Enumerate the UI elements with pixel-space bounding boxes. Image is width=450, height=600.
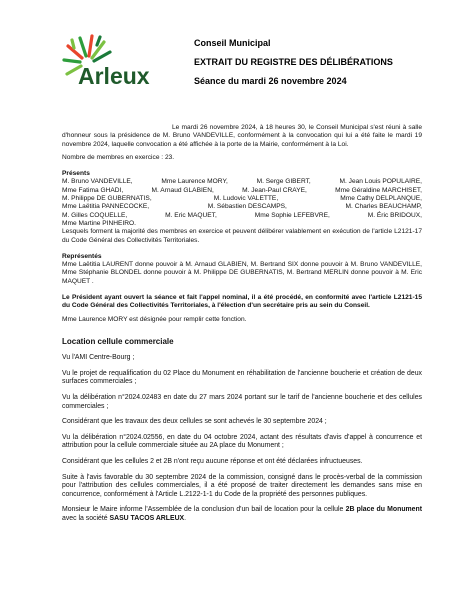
secretary-text: Mme Laurence MORY est désignée pour remplir cette fonction. bbox=[62, 315, 247, 323]
member-name: M. Sébastien DESCAMPS, bbox=[207, 203, 287, 211]
member-name: Mme Sophie LEFEBVRE, bbox=[254, 211, 330, 219]
section-title: Location cellule commerciale bbox=[62, 336, 174, 346]
logo-burst-icon bbox=[62, 34, 172, 94]
paragraph: Vu l'AMI Centre-Bourg ; bbox=[62, 354, 135, 362]
represented-text: Mme Laëtitia LAURENT donne pouvoir à M. Arnaud GLABIEN, M. Bertrand SIX donne pouvoir à M. Bruno VANDEVILLE, Mme Stéphanie BLONDEL donne pouvoir à M. Philippe DE GUBERNATIS, M. Bertrand MERLIN donne pouvoir à M. Eric MAQUET . bbox=[62, 261, 422, 285]
member-name: M. Arnaud GLABIEN, bbox=[151, 186, 214, 194]
paragraph: Vu le projet de requalification du 02 Place du Monument en réhabilitation de l'ancienne boucherie et création de deux surfaces commerciales ; bbox=[62, 369, 422, 386]
arleux-logo bbox=[62, 34, 172, 94]
member-name: M. Charles BEAUCHAMP, bbox=[345, 203, 422, 211]
presents-row bbox=[62, 203, 422, 211]
member-name: Mme Géraldine MARCHISET, bbox=[335, 186, 422, 194]
header-title: Conseil Municipal bbox=[194, 38, 271, 48]
member-name: M. Ludovic VALETTE, bbox=[213, 195, 279, 203]
member-name: M. Bruno VANDEVILLE, bbox=[62, 178, 133, 186]
logo-text: Arleux bbox=[78, 63, 150, 89]
presents-row bbox=[62, 212, 422, 220]
member-name: M. Jean-Paul CRAYE, bbox=[242, 186, 307, 194]
paragraph: Suite à l'avis favorable du 30 septembre 2024 de la commission, consigné dans le procès-verbal de la commission pour l'attribution des cellules commerciales, il a été proposé de traiter directement les demandes sans mise en concurrence, conformément à l'Article L.2122-1-1 du Code de la propriété des personnes publiques. bbox=[62, 473, 422, 498]
document-body bbox=[62, 124, 422, 531]
member-name: M. Philippe DE GUBERNATIS, bbox=[62, 195, 152, 203]
member-name: M. Gilles COQUELLE, bbox=[62, 211, 128, 219]
presents-list bbox=[62, 178, 422, 228]
header-subtitle: EXTRAIT DU REGISTRE DES DÉLIBÉRATIONS bbox=[194, 57, 393, 67]
member-name: M. Jean Louis POPULAIRE, bbox=[339, 178, 422, 186]
presents-row bbox=[62, 187, 422, 195]
paragraph: Vu la délibération n°2024.02556, en date du 04 octobre 2024, actant des résultats d'avis d'appel à concurrence et attribution pour la cellule commerciale située au 2A place du Monument ; bbox=[62, 433, 422, 450]
paragraph: Considérant que les travaux des deux cellules se sont achevés le 30 septembre 2024 ; bbox=[62, 418, 327, 426]
member-name: Mme Cathy DELPLANQUE, bbox=[340, 195, 422, 203]
member-name: Mme Martine PINHEIRO. bbox=[62, 219, 137, 227]
member-name: Mme Laurence MORY, bbox=[161, 178, 228, 186]
member-name: M. Serge GIBERT, bbox=[256, 178, 311, 186]
paragraph: Considérant que les cellules 2 et 2B n'ont reçu aucune réponse et ont été déclarées infructueuses. bbox=[62, 457, 363, 465]
section-location bbox=[62, 338, 422, 524]
members-count: Nombre de membres en exercice : 23. bbox=[62, 153, 175, 161]
lease-text: . bbox=[184, 514, 187, 522]
lease-text: Monsieur le Maire informe l'Assemblée de la conclusion d'un bail de location pour la cellule bbox=[62, 506, 346, 514]
quorum-text: Lesquels forment la majorité des membres en exercice et peuvent délibérer valablement en exécution de l'article L2121-17 du Code Général des Collectivités Territoriales. bbox=[62, 228, 422, 244]
member-name: Mme Laëtitia PANNECOCKE, bbox=[62, 203, 150, 211]
paragraph: Vu la délibération n°2024.02483 en date du 27 mars 2024 portant sur le tarif de l'ancienne boucherie et des cellules commerciales ; bbox=[62, 394, 422, 410]
president-text: Le Président ayant ouvert la séance et fait l'appel nominal, il a été procédé, en conformité avec l'article L2121-15 du Code Général des Collectivités Territoriales, à l'élection d'un secrétaire pris au sein du Conseil. bbox=[62, 294, 422, 310]
member-name: Mme Fatima GHADI, bbox=[62, 186, 124, 194]
intro-paragraph: Le mardi 26 novembre 2024, à 18 heures 30, le Conseil Municipal s'est réuni à salle d'honneur sous la présidence de M. Bruno VANDEVILLE, conformément à la convocation qui lui a été faite le mardi 19 novembre 2024, laquelle convocation a été affichée à la porte de la Mairie, conformément à la Loi. bbox=[62, 124, 422, 148]
represented-heading: Représentés bbox=[62, 252, 102, 260]
paragraph-lease bbox=[62, 506, 422, 523]
lease-location: 2B place du Monument bbox=[345, 506, 422, 514]
member-name: M. Eric MAQUET, bbox=[165, 211, 217, 219]
presents-row bbox=[62, 195, 422, 203]
header-date: Séance du mardi 26 novembre 2024 bbox=[194, 76, 347, 86]
lease-company: SASU TACOS ARLEUX bbox=[109, 514, 185, 522]
member-name: M. Éric BRIDOUX, bbox=[367, 211, 422, 219]
presents-row bbox=[62, 178, 422, 186]
presents-heading: Présents bbox=[62, 170, 90, 178]
document-header bbox=[194, 38, 434, 95]
lease-text: avec la société bbox=[62, 514, 110, 522]
